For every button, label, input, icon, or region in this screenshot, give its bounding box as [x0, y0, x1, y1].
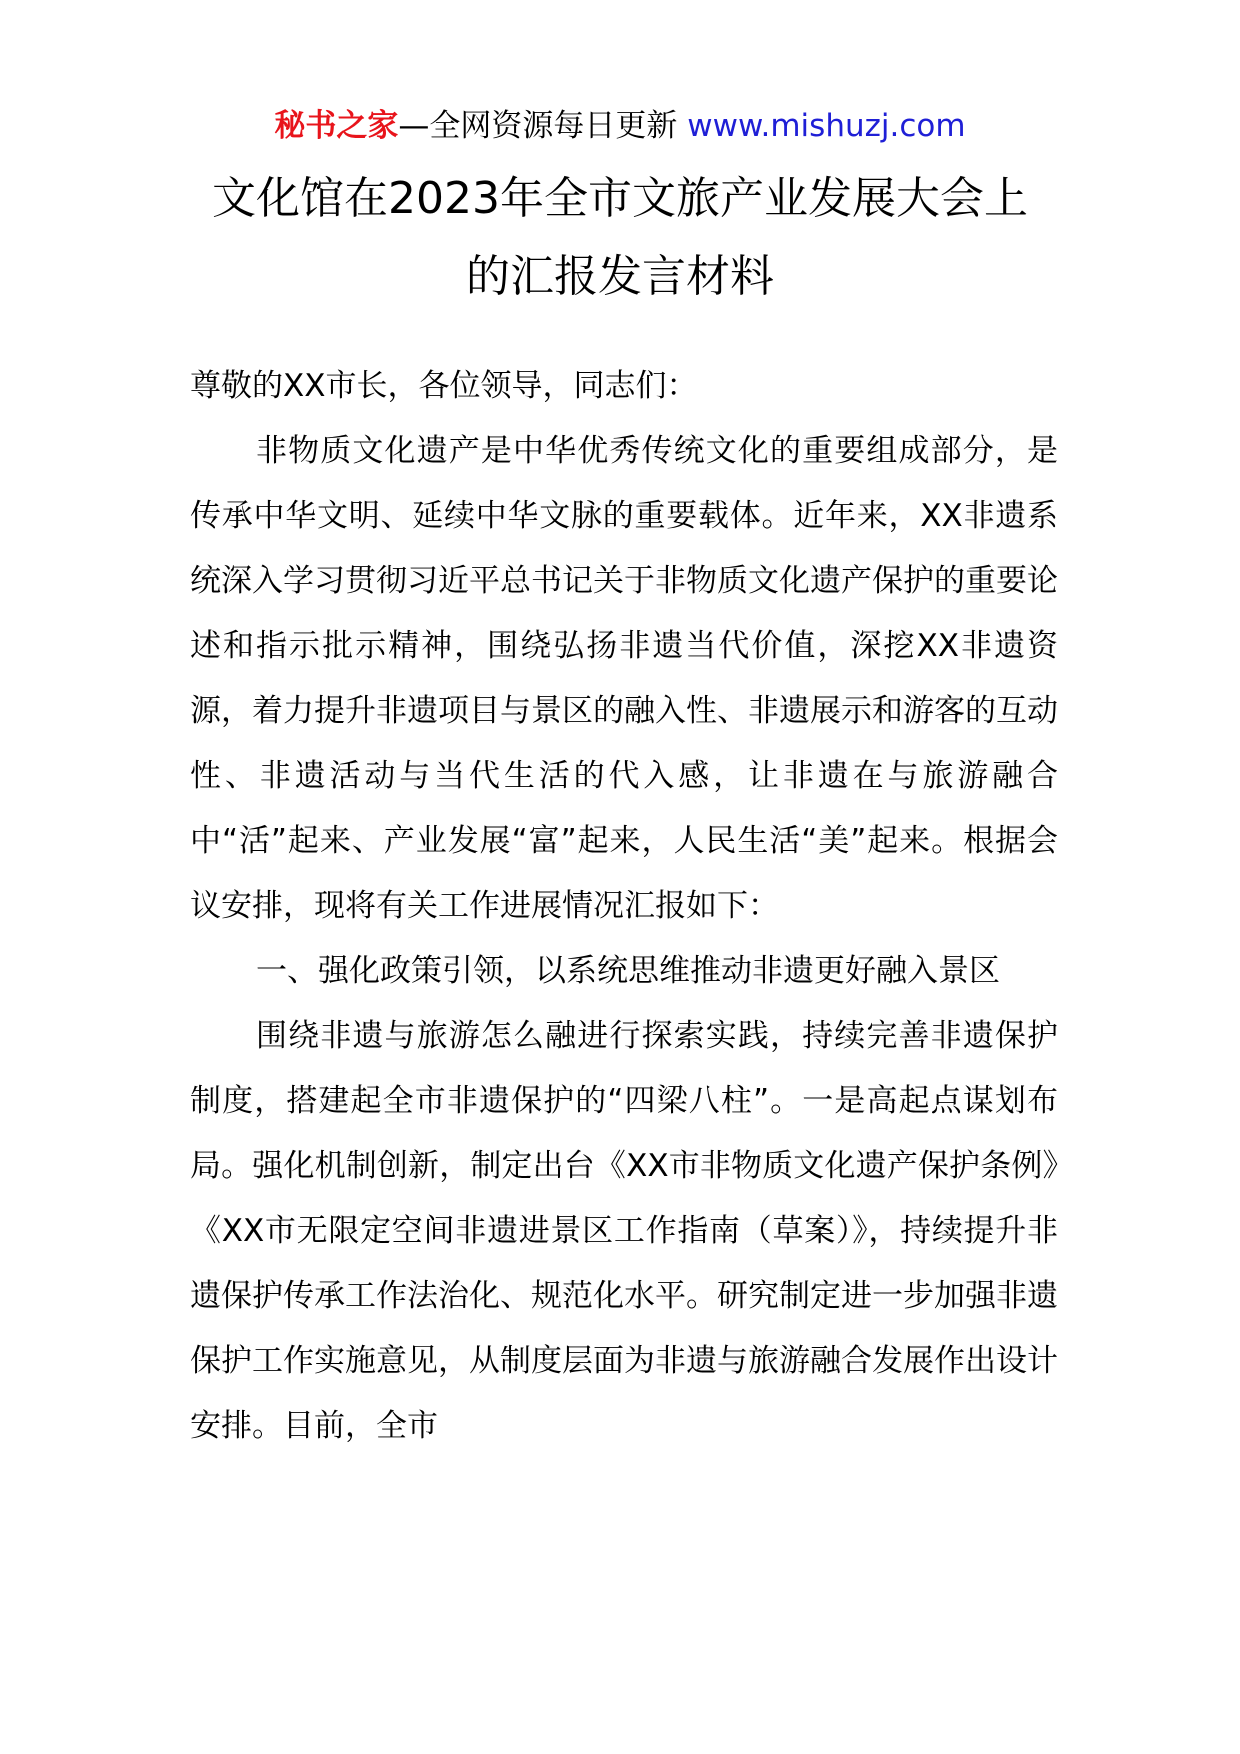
site-header	[0, 104, 1240, 148]
header-tagline: —全网资源每日更新	[398, 108, 688, 144]
salutation: 尊敬的XX市长，各位领导，同志们：	[190, 368, 698, 404]
brand-name: 秘书之家	[274, 108, 399, 144]
paragraph-section-1: 围绕非遗与旅游怎么融进行探索实践，持续完善非遗保护制度，搭建起全市非遗保护的“四梁八柱”。一是高起点谋划布局。强化机制创新，制定出台《XX市非物质文化遗产保护条例》《XX市无限定空间非遗进景区工作指南（草案）》，持续提升非遗保护传承工作法治化、规范化水平。研究制定进一步加强非遗保护工作实施意见，从制度层面为非遗与旅游融合发展作出设计安排。目前，全市	[190, 1018, 1058, 1444]
site-url-link[interactable]: www.mishuzj.com	[687, 108, 966, 144]
section-heading-1: 一、强化政策引领，以系统思维推动非遗更好融入景区	[256, 953, 1000, 989]
document-title	[150, 160, 1090, 316]
title-line-2: 的汇报发言材料	[466, 251, 774, 302]
paragraph-intro: 非物质文化遗产是中华优秀传统文化的重要组成部分，是传承中华文明、延续中华文脉的重要载体。近年来，XX非遗系统深入学习贯彻习近平总书记关于非物质文化遗产保护的重要论述和指示批示精神，围绕弘扬非遗当代价值，深挖XX非遗资源，着力提升非遗项目与景区的融入性、非遗展示和游客的互动性、非遗活动与当代生活的代入感，让非遗在与旅游融合中“活”起来、产业发展“富”起来，人民生活“美”起来。根据会议安排，现将有关工作进展情况汇报如下：	[190, 433, 1058, 924]
document-body	[190, 354, 1058, 1459]
title-line-1: 文化馆在2023年全市文旅产业发展大会上	[212, 173, 1028, 224]
